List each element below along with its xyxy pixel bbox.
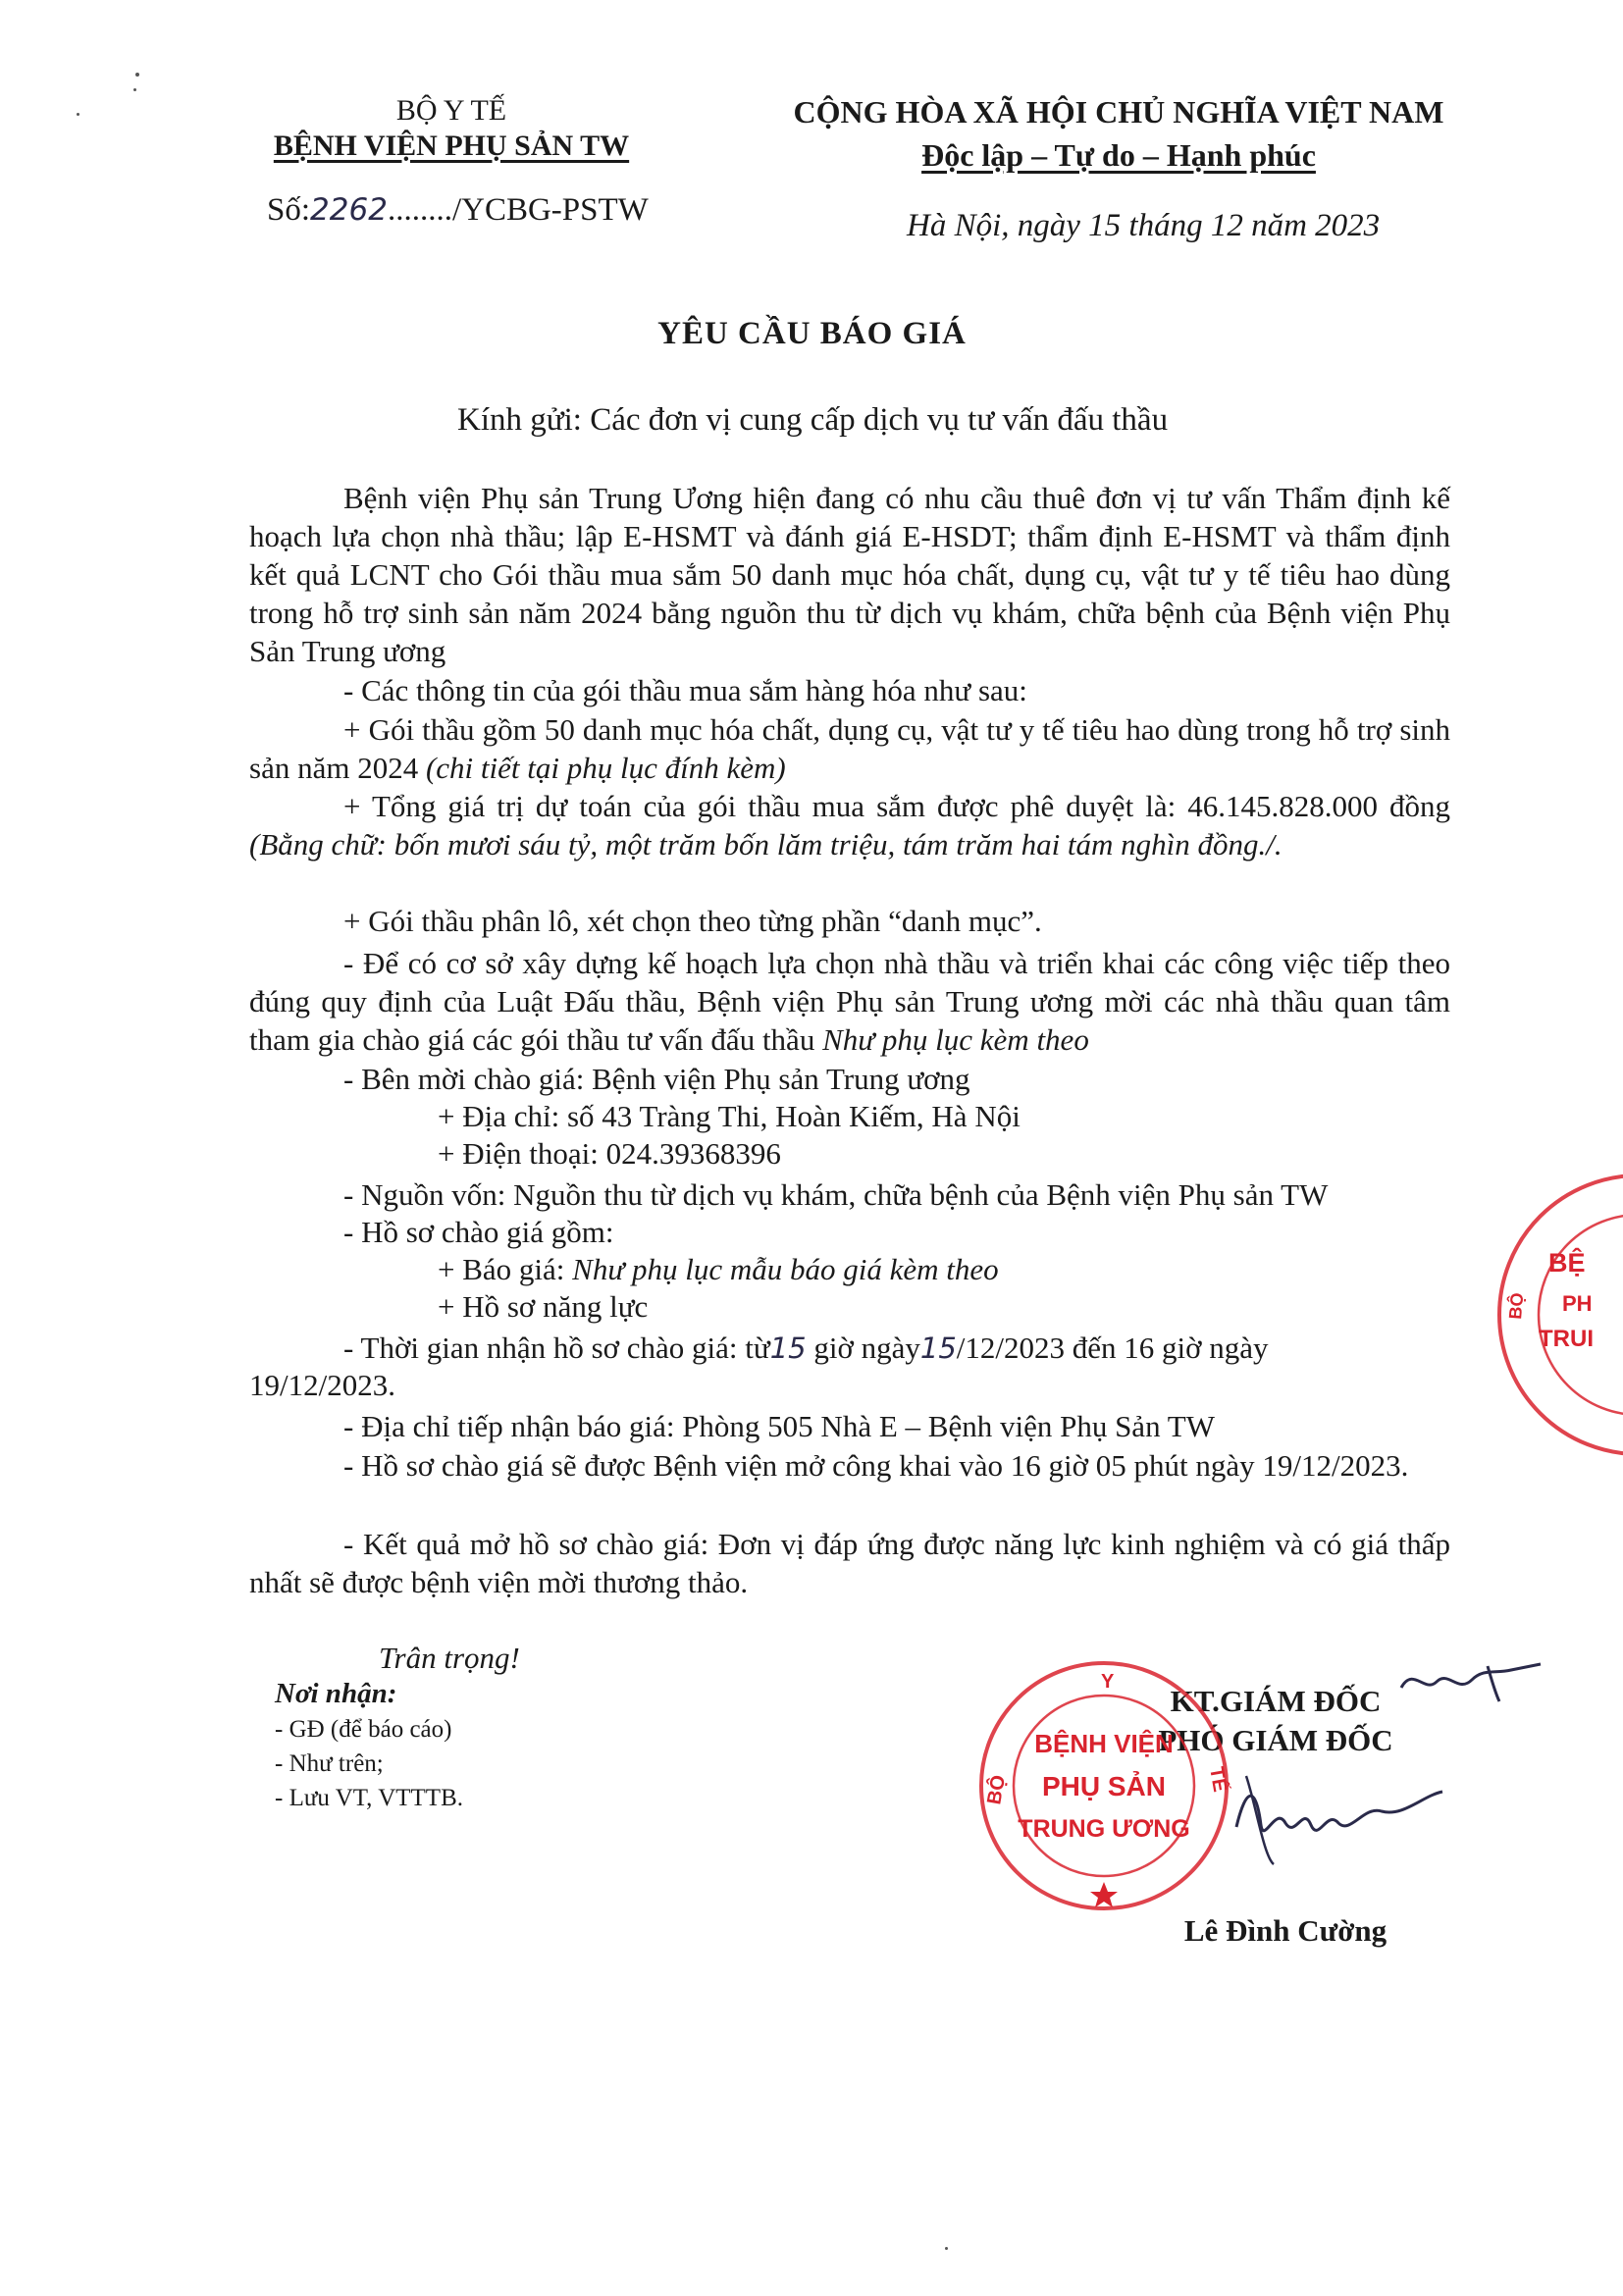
place-and-date: Hà Nội, ngày 15 tháng 12 năm 2023 [907, 208, 1381, 243]
hospital-seal [976, 1658, 1231, 1913]
signature-title-2: PHÓ GIÁM ĐỐC [1158, 1723, 1393, 1757]
address-line: + Địa chỉ: số 43 Tràng Thi, Hoàn Kiếm, Hà Nội [438, 1099, 1021, 1133]
scan-speck [133, 88, 136, 91]
item-three-line: + Gói thầu phân lô, xét chọn theo từng phần “danh mục”. [343, 904, 1042, 938]
seal-ring-text-left: BỘ [983, 1773, 1011, 1806]
handwritten-day: 15 [919, 1331, 957, 1365]
edge-seal [1492, 1168, 1623, 1462]
item-one-text: + Gói thầu gồm 50 danh mục hóa chất, dụng cụ, vật tư y tế tiêu hao dùng trong hỗ trợ sinh sản năm 2024 [249, 712, 1450, 785]
item-two-text: + Tổng giá trị dự toán của gói thầu mua sắm được phê duyệt là: 46.145.828.000 đồng [343, 789, 1450, 823]
recipient-item: - GĐ (để báo cáo) [275, 1716, 452, 1743]
item-one-note: (chi tiết tại phụ lục đính kèm) [425, 751, 786, 785]
item-one-paragraph [249, 710, 1450, 787]
receive-time-line [343, 1329, 1269, 1368]
recipient-item: - Lưu VT, VTTTB. [275, 1785, 464, 1811]
item-two-paragraph [249, 787, 1450, 863]
seal-ring-text-right: TẾ [1205, 1765, 1231, 1795]
phone-line: + Điện thoại: 024.39368396 [438, 1136, 781, 1171]
document-title: YÊU CẦU BÁO GIÁ [657, 316, 967, 351]
signature-title-1: KT.GIÁM ĐỐC [1170, 1684, 1382, 1718]
signer-name: Lê Đình Cường [1183, 1913, 1387, 1948]
quote-prefix: + Báo giá: [438, 1252, 573, 1286]
regards-text: Trân trọng! [379, 1641, 520, 1675]
intro-text: Bệnh viện Phụ sản Trung Ương hiện đang có nhu cầu thuê đơn vị tư vấn Thẩm định kế hoạch lựa chọn nhà thầu; lập E-HSMT và đánh giá E-HSDT; thẩm định E-HSMT và thẩm định kết quả LCNT cho Gói thầu mua sắm 50 danh mục hóa chất, dụng cụ, vật tư y tế tiêu hao dùng trong hỗ trợ sinh sản năm 2024 bằng nguồn thu từ dịch vụ khám, chữa bệnh của Bệnh viện Phụ Sản Trung ương [249, 481, 1450, 668]
national-motto: Độc lập – Tự do – Hạnh phúc [921, 137, 1316, 173]
dossier-line: - Hồ sơ chào giá gồm: [343, 1215, 614, 1249]
republic-name: CỘNG HÒA XÃ HỘI CHỦ NGHĨA VIỆT NAM [793, 94, 1444, 130]
handwritten-hour: 15 [769, 1331, 807, 1365]
ministry-name: BỘ Y TẾ [395, 94, 507, 127]
recipients-label: Nơi nhận: [275, 1678, 397, 1709]
quote-note: Như phụ lục mẫu báo giá kèm theo [572, 1252, 999, 1286]
seal-center-text: BỆNH VIỆN [1034, 1729, 1174, 1758]
intro-paragraph [249, 479, 1450, 670]
addressee-line: Kính gửi: Các đơn vị cung cấp dịch vụ tư vấn đấu thầu [457, 402, 1169, 438]
receive-time-end: 19/12/2023. [249, 1368, 395, 1402]
seal-center-text: TRUNG ƯƠNG [1018, 1815, 1190, 1843]
handwritten-signature [1217, 1766, 1452, 1874]
info-intro-line: - Các thông tin của gói thầu mua sắm hàng hóa như sau: [343, 673, 1027, 707]
edge-seal-text: TRUI [1539, 1326, 1594, 1352]
initial-mark [1393, 1654, 1550, 1713]
basis-paragraph [249, 944, 1450, 1059]
scan-speck [945, 2247, 948, 2250]
time-text-a: - Thời gian nhận hồ sơ chào giá: từ [343, 1331, 770, 1365]
funding-line: - Nguồn vốn: Nguồn thu từ dịch vụ khám, chữa bệnh của Bệnh viện Phụ sản TW [343, 1177, 1329, 1212]
edge-seal-text: BỆ [1548, 1248, 1586, 1278]
time-text-b: giờ ngày [813, 1331, 920, 1365]
inviter-line: - Bên mời chào giá: Bệnh viện Phụ sản Trung ương [343, 1062, 970, 1096]
time-text-c: /12/2023 đến 16 giờ ngày [956, 1331, 1269, 1365]
receive-address-line: - Địa chỉ tiếp nhận báo giá: Phòng 505 Nhà E – Bệnh viện Phụ Sản TW [343, 1409, 1215, 1443]
capacity-line: + Hồ sơ năng lực [438, 1289, 649, 1324]
edge-seal-text: PH [1562, 1291, 1593, 1316]
basis-note: Như phụ lục kèm theo [822, 1022, 1089, 1057]
seal-star-icon [1090, 1882, 1118, 1907]
opening-text: - Hồ sơ chào giá sẽ được Bệnh viện mở công khai vào 16 giờ 05 phút ngày 19/12/2023. [343, 1448, 1409, 1483]
scan-speck [135, 73, 139, 77]
doc-no-handwritten: 2262 [310, 192, 388, 228]
result-paragraph [249, 1525, 1450, 1601]
quote-line [438, 1250, 999, 1288]
doc-no-prefix: Số: [267, 192, 311, 228]
opening-paragraph [249, 1446, 1450, 1485]
hospital-name: BỆNH VIỆN PHỤ SẢN TW [273, 130, 630, 162]
scan-speck [77, 113, 79, 116]
result-text: - Kết quả mở hồ sơ chào giá: Đơn vị đáp ứng được năng lực kinh nghiệm và có giá thấp nhất sẽ được bệnh viện mời thương thảo. [249, 1527, 1450, 1599]
edge-seal-ring-text: BỘ [1505, 1291, 1528, 1321]
basis-text: - Để có cơ sở xây dựng kế hoạch lựa chọn nhà thầu và triển khai các công việc tiếp theo đúng quy định của Luật Đấu thầu, Bệnh viện Phụ sản Trung ương mời các nhà thầu quan tâm tham gia chào giá các gói thầu tư vấn đấu thầu [249, 946, 1450, 1057]
item-two-amount-words: (Bằng chữ: bốn mươi sáu tỷ, một trăm bốn lăm triệu, tám trăm hai tám nghìn đồng./. [249, 827, 1283, 861]
seal-center-text: PHỤ SẢN [1041, 1771, 1167, 1801]
recipient-item: - Như trên; [275, 1750, 384, 1777]
document-number [267, 192, 649, 229]
seal-top-text: Y [1101, 1671, 1115, 1693]
doc-no-suffix: ......../YCBG-PSTW [387, 192, 649, 228]
